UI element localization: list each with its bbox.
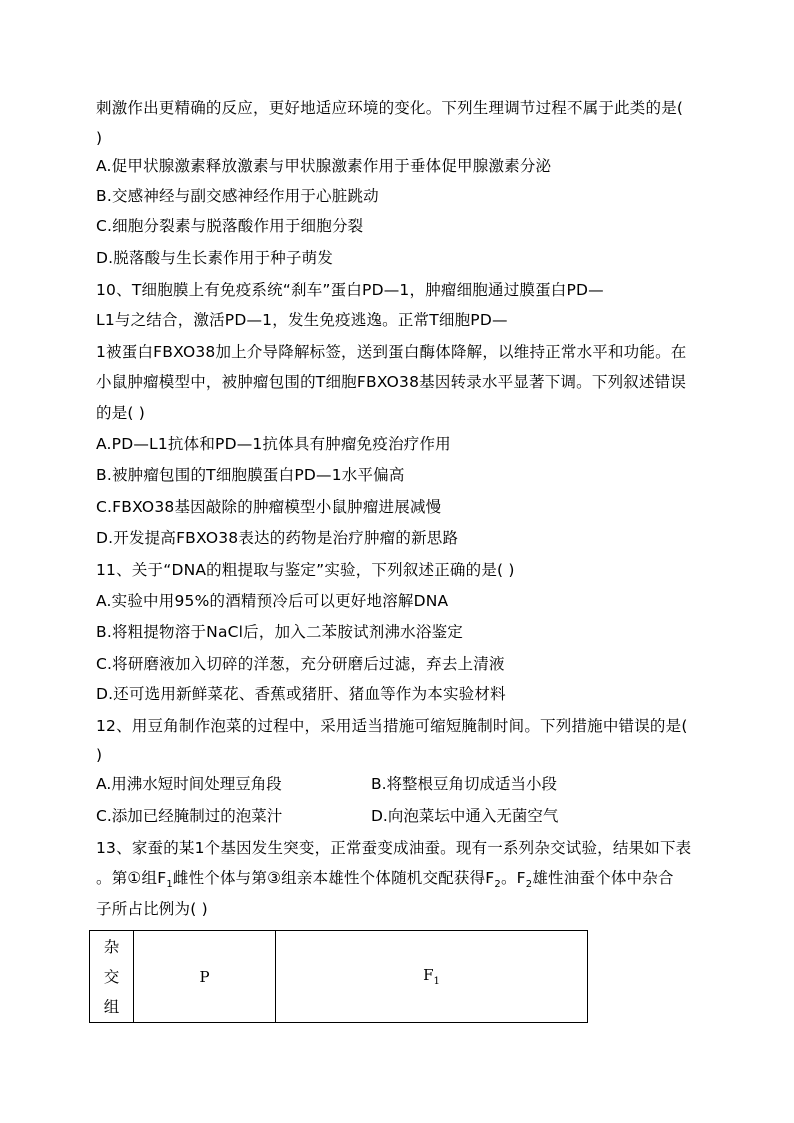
option-b: B.交感神经与副交感神经作用于心脏跳动 <box>96 187 379 205</box>
header-char: 交 <box>103 967 120 986</box>
text-segment: 。第①组F <box>96 869 167 887</box>
option-b: B.被肿瘤包围的T细胞膜蛋白PD—1水平偏高 <box>96 466 405 484</box>
question-12-text: ) <box>96 746 103 764</box>
question-10-text: 10、T细胞膜上有免疫系统“刹车”蛋白PD—1，肿瘤细胞通过膜蛋白PD— <box>96 281 604 299</box>
subscript: 2 <box>494 879 501 891</box>
question-13-text <box>96 868 706 895</box>
text-segment: 。F <box>500 869 526 887</box>
option-c: C.添加已经腌制过的泡菜汁 <box>96 807 283 825</box>
table-row <box>90 931 588 1023</box>
text-segment: 雌性个体与第③组亲本雄性个体随机交配获得F <box>172 869 495 887</box>
text-line: 刺激作出更精确的反应，更好地适应环境的变化。下列生理调节过程不属于此类的是( <box>96 99 684 117</box>
question-12-text: 12、用豆角制作泡菜的过程中，采用适当措施可缩短腌制时间。下列措施中错误的是( <box>96 717 688 735</box>
text-line: ) <box>96 129 103 147</box>
question-13-text: 子所占比例为( ) <box>96 900 208 918</box>
option-a: A.用沸水短时间处理豆角段 <box>96 775 282 793</box>
table-header-cell <box>90 931 134 1023</box>
option-d: D.向泡菜坛中通入无菌空气 <box>371 807 559 825</box>
table-header-cell: P <box>134 931 276 1023</box>
subscript: 2 <box>525 879 533 891</box>
option-b: B.将粗提物溶于NaCl后，加入二苯胺试剂沸水浴鉴定 <box>96 623 463 641</box>
question-10-text: 的是( ) <box>96 404 146 422</box>
option-d: D.还可选用新鲜菜花、香蕉或猪肝、猪血等作为本实验材料 <box>96 685 506 703</box>
header-char: 组 <box>103 997 120 1016</box>
cross-results-table <box>89 930 588 1023</box>
header-text: F <box>423 966 434 984</box>
question-10-text: L1与之结合，激活PD—1，发生免疫逃逸。正常T细胞PD— <box>96 311 508 329</box>
question-13-text: 13、家蚕的某1个基因发生突变，正常蚕变成油蚕。现有一系列杂交试验，结果如下表 <box>96 839 692 857</box>
option-d: D.开发提高FBXO38表达的药物是治疗肿瘤的新思路 <box>96 529 459 547</box>
text-segment: 雄性油蚕个体中杂合 <box>532 869 674 887</box>
option-b: B.将整根豆角切成适当小段 <box>371 775 558 793</box>
question-10-text: 1被蛋白FBXO38加上介导降解标签，送到蛋白酶体降解，以维持正常水平和功能。在 <box>96 343 687 361</box>
table-header-cell <box>276 931 588 1023</box>
option-a: A.实验中用95%的酒精预冷后可以更好地溶解DNA <box>96 592 449 610</box>
question-11-text: 11、关于“DNA的粗提取与鉴定”实验，下列叙述正确的是( ) <box>96 561 515 579</box>
subscript: 1 <box>166 879 173 891</box>
option-a: A.PD—L1抗体和PD—1抗体具有肿瘤免疫治疗作用 <box>96 435 451 453</box>
question-10-text: 小鼠肿瘤模型中，被肿瘤包围的T细胞FBXO38基因转录水平显著下调。下列叙述错误 <box>96 373 687 391</box>
option-c: C.FBXO38基因敲除的肿瘤模型小鼠肿瘤进展减慢 <box>96 498 442 516</box>
option-c: C.细胞分裂素与脱落酸作用于细胞分裂 <box>96 217 364 235</box>
subscript: 1 <box>433 976 440 987</box>
option-d: D.脱落酸与生长素作用于种子萌发 <box>96 249 334 267</box>
header-char: 杂 <box>103 937 120 956</box>
option-c: C.将研磨液加入切碎的洋葱，充分研磨后过滤，弃去上清液 <box>96 655 505 673</box>
option-a: A.促甲状腺激素释放激素与甲状腺激素作用于垂体促甲腺激素分泌 <box>96 157 552 175</box>
